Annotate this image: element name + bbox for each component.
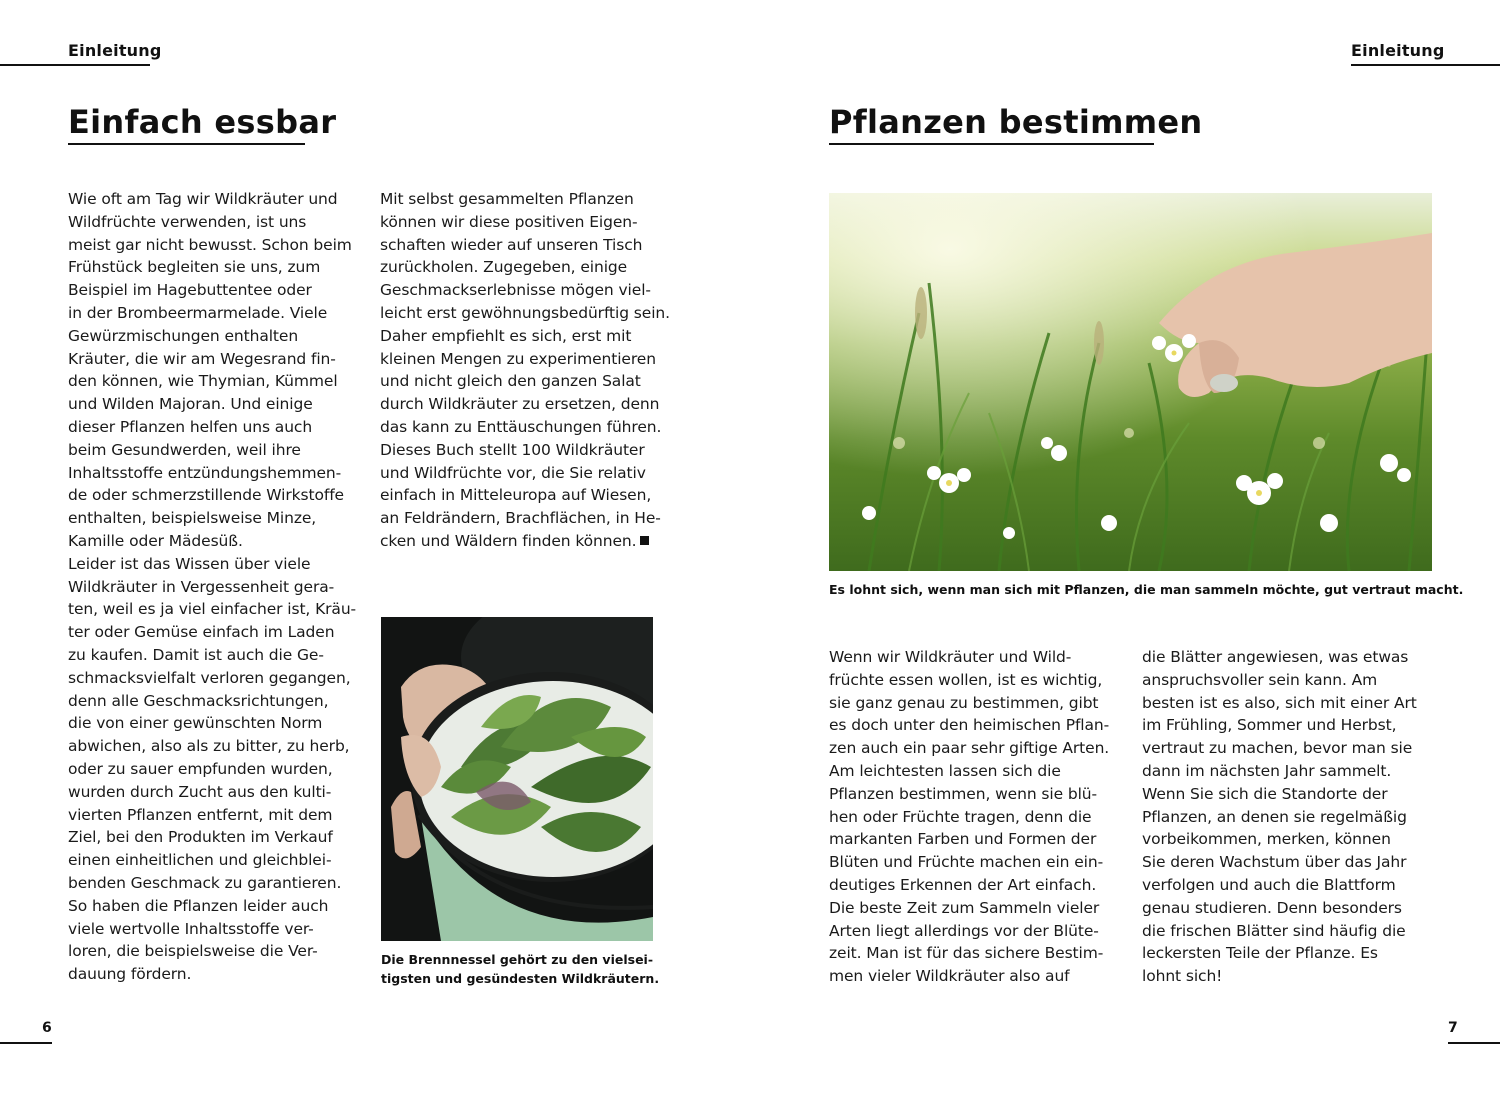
text-line: im Frühling, Sommer und Herbst, bbox=[1142, 716, 1397, 735]
text-line: Beispiel im Hagebuttentee oder bbox=[68, 281, 312, 300]
text-line: zu kaufen. Damit ist auch die Ge- bbox=[68, 645, 324, 664]
text-line: dieser Pflanzen helfen uns auch bbox=[68, 417, 313, 436]
right-column-2 bbox=[1142, 646, 1442, 988]
text-line: Mit selbst gesammelten Pflanzen bbox=[380, 190, 634, 208]
text-line: Geschmackserlebnisse mögen viel- bbox=[380, 281, 651, 300]
text-line: viele wertvolle Inhaltsstoffe ver- bbox=[68, 919, 314, 938]
text-line: und Wildfrüchte vor, die Sie relativ bbox=[380, 463, 646, 482]
text-line: Daher empfiehlt es sich, erst mit bbox=[380, 326, 632, 345]
meadow-illustration bbox=[829, 193, 1432, 571]
right-column-1 bbox=[829, 646, 1129, 988]
nettle-caption-line-2: tigsten und gesündesten Wildkräutern. bbox=[381, 971, 660, 986]
text-line: oder zu sauer empfunden wurden, bbox=[68, 759, 333, 778]
text-line: vertraut zu machen, bevor man sie bbox=[1142, 739, 1413, 758]
text-line: das kann zu Enttäuschungen führen. bbox=[380, 417, 662, 436]
text-line: benden Geschmack zu garantieren. bbox=[68, 873, 342, 892]
text-line: und nicht gleich den ganzen Salat bbox=[380, 372, 641, 391]
text-line: dann im nächsten Jahr sammelt. bbox=[1142, 761, 1392, 780]
text-line: Leider ist das Wissen über viele bbox=[68, 554, 311, 573]
text-line: zeit. Man ist für das sichere Bestim- bbox=[829, 944, 1104, 963]
text-line: beim Gesundwerden, weil ihre bbox=[68, 440, 301, 459]
text-line: meist gar nicht bewusst. Schon beim bbox=[68, 235, 352, 254]
page-number-left: 6 bbox=[42, 1020, 52, 1036]
text-line: genau studieren. Denn besonders bbox=[1142, 898, 1402, 917]
text-line: Am leichtesten lassen sich die bbox=[829, 761, 1061, 780]
text-line: enthalten, beispielsweise Minze, bbox=[68, 509, 317, 528]
running-header-right: Einleitung bbox=[1351, 41, 1445, 60]
text-line: den können, wie Thymian, Kümmel bbox=[68, 372, 338, 391]
nettle-bowl-illustration bbox=[381, 617, 653, 941]
text-line: men vieler Wildkräuter also auf bbox=[829, 967, 1070, 986]
text-line: die frischen Blätter sind häufig die bbox=[1142, 921, 1406, 940]
nettle-caption-line-1: Die Brennnessel gehört zu den vielsei- bbox=[381, 952, 654, 967]
left-column-2 bbox=[380, 188, 680, 553]
text-line: deutiges Erkennen der Art einfach. bbox=[829, 875, 1097, 894]
text-line: abwichen, also als zu bitter, zu herb, bbox=[68, 737, 350, 756]
text-line: cken und Wäldern finden können. bbox=[380, 530, 680, 553]
text-line: wurden durch Zucht aus den kulti- bbox=[68, 782, 332, 801]
text-line: ten, weil es ja viel einfacher ist, Kräu- bbox=[68, 600, 357, 619]
text-line: ter oder Gemüse einfach im Laden bbox=[68, 623, 335, 642]
text-line: in der Brombeermarmelade. Viele bbox=[68, 303, 328, 322]
text-line: zurückholen. Zugegeben, einige bbox=[380, 258, 628, 277]
text-line: können wir diese positiven Eigen- bbox=[380, 212, 638, 231]
text-line: Wenn wir Wildkräuter und Wild- bbox=[829, 648, 1072, 666]
text-line: die von einer gewünschten Norm bbox=[68, 714, 323, 733]
meadow-flowers-photo bbox=[829, 193, 1432, 571]
text-line: Pflanzen bestimmen, wenn sie blü- bbox=[829, 784, 1097, 803]
text-line: markanten Farben und Formen der bbox=[829, 830, 1097, 849]
text-line: besten ist es also, sich mit einer Art bbox=[1142, 693, 1417, 712]
text-line: Ziel, bei den Produkten im Verkauf bbox=[68, 828, 333, 847]
text-line: Blüten und Früchte machen ein ein- bbox=[829, 853, 1104, 872]
title-underline-left bbox=[68, 143, 305, 145]
nettle-photo-caption bbox=[381, 950, 659, 988]
text-line: Kamille oder Mädesüß. bbox=[68, 531, 243, 550]
text-line: dauung fördern. bbox=[68, 965, 192, 984]
text-line: Dieses Buch stellt 100 Wildkräuter bbox=[380, 440, 645, 459]
text-line: schaften wieder auf unseren Tisch bbox=[380, 235, 643, 254]
title-underline-right bbox=[829, 143, 1154, 145]
page-title-left: Einfach essbar bbox=[68, 103, 337, 141]
text-line: loren, die beispielsweise die Ver- bbox=[68, 942, 318, 961]
footer-rule-left bbox=[0, 1042, 52, 1044]
text-line: Wildkräuter in Vergessenheit gera- bbox=[68, 577, 335, 596]
page-title-right: Pflanzen bestimmen bbox=[829, 103, 1203, 141]
text-line: vierten Pflanzen entfernt, mit dem bbox=[68, 805, 333, 824]
text-line: So haben die Pflanzen leider auch bbox=[68, 896, 329, 915]
text-line: Wenn Sie sich die Standorte der bbox=[1142, 784, 1388, 803]
text-line: de oder schmerzstillende Wirkstoffe bbox=[68, 486, 344, 505]
text-line: zen auch ein paar sehr giftige Arten. bbox=[829, 739, 1110, 758]
text-line: Sie deren Wachstum über das Jahr bbox=[1142, 853, 1407, 872]
text-line: es doch unter den heimischen Pflan- bbox=[829, 716, 1110, 735]
text-line: lohnt sich! bbox=[1142, 967, 1223, 986]
footer-rule-right bbox=[1448, 1042, 1500, 1044]
text-line: Arten liegt allerdings vor der Blüte- bbox=[829, 921, 1099, 940]
text-line: und Wilden Majoran. Und einige bbox=[68, 395, 313, 414]
text-line: kleinen Mengen zu experimentieren bbox=[380, 349, 656, 368]
text-line: einen einheitlichen und gleichblei- bbox=[68, 851, 332, 870]
left-column-1 bbox=[68, 188, 358, 986]
text-line: denn alle Geschmacksrichtungen, bbox=[68, 691, 329, 710]
text-line: Wie oft am Tag wir Wildkräuter und bbox=[68, 190, 338, 208]
text-line: leicht erst gewöhnungsbedürftig sein. bbox=[380, 303, 670, 322]
text-line: hen oder Früchte tragen, denn die bbox=[829, 807, 1092, 826]
text-line: verfolgen und auch die Blattform bbox=[1142, 875, 1396, 894]
text-line: leckersten Teile der Pflanze. Es bbox=[1142, 944, 1378, 963]
text-line: Inhaltsstoffe entzündungshemmen- bbox=[68, 463, 342, 482]
meadow-photo-caption: Es lohnt sich, wenn man sich mit Pflanzen, die man sammeln möchte, gut vertraut macht. bbox=[829, 582, 1464, 597]
text-line: anspruchsvoller sein kann. Am bbox=[1142, 670, 1378, 689]
text-line: sie ganz genau zu bestimmen, gibt bbox=[829, 693, 1099, 712]
text-line: an Feldrändern, Brachflächen, in He- bbox=[380, 509, 661, 528]
text-line: einfach in Mitteleuropa auf Wiesen, bbox=[380, 486, 652, 505]
page-number-right: 7 bbox=[1448, 1020, 1458, 1036]
text-line: Die beste Zeit zum Sammeln vieler bbox=[829, 898, 1100, 917]
text-line: Kräuter, die wir am Wegesrand fin- bbox=[68, 349, 336, 368]
end-of-article-mark bbox=[640, 536, 649, 545]
text-line: die Blätter angewiesen, was etwas bbox=[1142, 648, 1409, 666]
text-line: Pflanzen, an denen sie regelmäßig bbox=[1142, 807, 1407, 826]
text-line: früchte essen wollen, ist es wichtig, bbox=[829, 670, 1103, 689]
nettle-bowl-photo bbox=[381, 617, 653, 941]
text-line: Wildfrüchte verwenden, ist uns bbox=[68, 212, 307, 231]
text-line: Frühstück begleiten sie uns, zum bbox=[68, 258, 321, 277]
text-line: Gewürzmischungen enthalten bbox=[68, 326, 299, 345]
text-line: schmacksvielfalt verloren gegangen, bbox=[68, 668, 351, 687]
running-header-left: Einleitung bbox=[68, 41, 162, 60]
text-line: vorbeikommen, merken, können bbox=[1142, 830, 1391, 849]
text-line: durch Wildkräuter zu ersetzen, denn bbox=[380, 395, 660, 414]
